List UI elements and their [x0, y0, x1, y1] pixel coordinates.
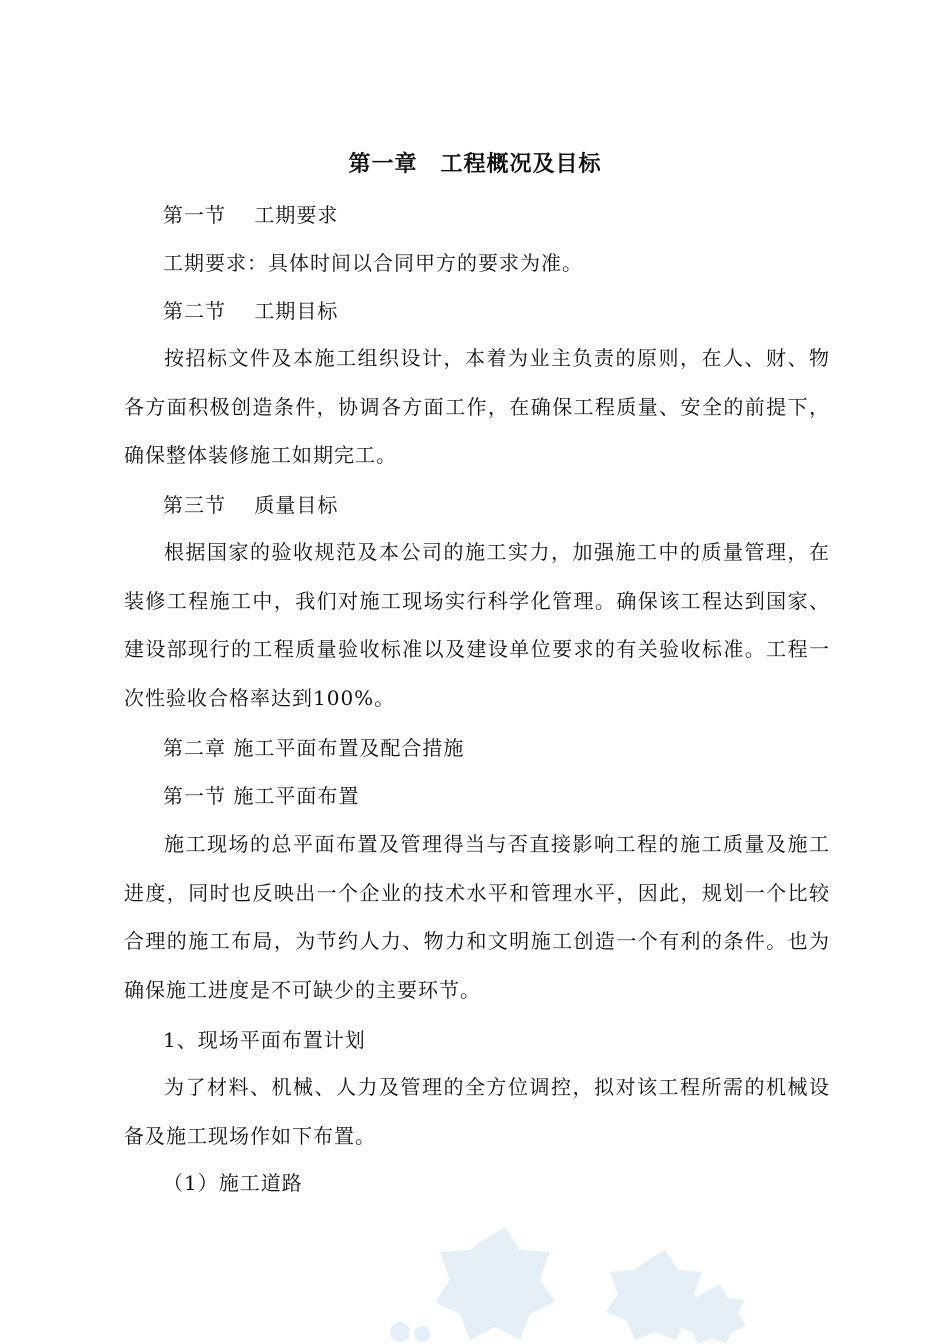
chapter-title: 第一章 工程概况及目标	[348, 151, 602, 177]
watermark-logo	[250, 1222, 770, 1344]
paragraph-schedule-goal: 按招标文件及本施工组织设计，本着为业主负责的原则，在人、财、物各方面积极创造条件，协调各方面工作，在确保工程质量、安全的前提下，确保整体装修施工如期完工。	[124, 346, 830, 467]
section-heading-3: 第三节 质量目标	[163, 493, 339, 517]
section-heading-1: 第一节 工期要求	[163, 203, 339, 227]
paragraph-site-layout: 施工现场的总平面布置及管理得当与否直接影响工程的施工质量及施工进度，同时也反映出一个企业的技术水平和管理水平，因此，规划一个比较合理的施工布局，为节约人力、物力和文明施工创造一个有利的条件。也为确保施工进度是不可缺少的主要环节。	[124, 832, 830, 1002]
schedule-requirement-line: 工期要求：具体时间以合同甲方的要求为准。	[163, 251, 583, 275]
paragraph-layout-plan: 为了材料、机械、人力及管理的全方位调控，拟对该工程所需的机械设备及施工现场作如下布置。	[124, 1075, 830, 1148]
chapter-two-heading: 第二章 施工平面布置及配合措施	[163, 736, 465, 760]
section-heading-layout: 第一节 施工平面布置	[163, 784, 360, 808]
section-heading-2: 第二节 工期目标	[163, 299, 339, 323]
watermark-shapes	[390, 1227, 746, 1344]
subheading-construction-road: （1）施工道路	[163, 1171, 303, 1195]
paragraph-quality-goal: 根据国家的验收规范及本公司的施工实力，加强施工中的质量管理，在装修工程施工中，我们对施工现场实行科学化管理。确保该工程达到国家、建设部现行的工程质量验收标准以及建设单位要求的有关验收标准。工程一次性验收合格率达到100%。	[124, 540, 830, 710]
subheading-layout-plan: 1、现场平面布置计划	[163, 1028, 366, 1052]
